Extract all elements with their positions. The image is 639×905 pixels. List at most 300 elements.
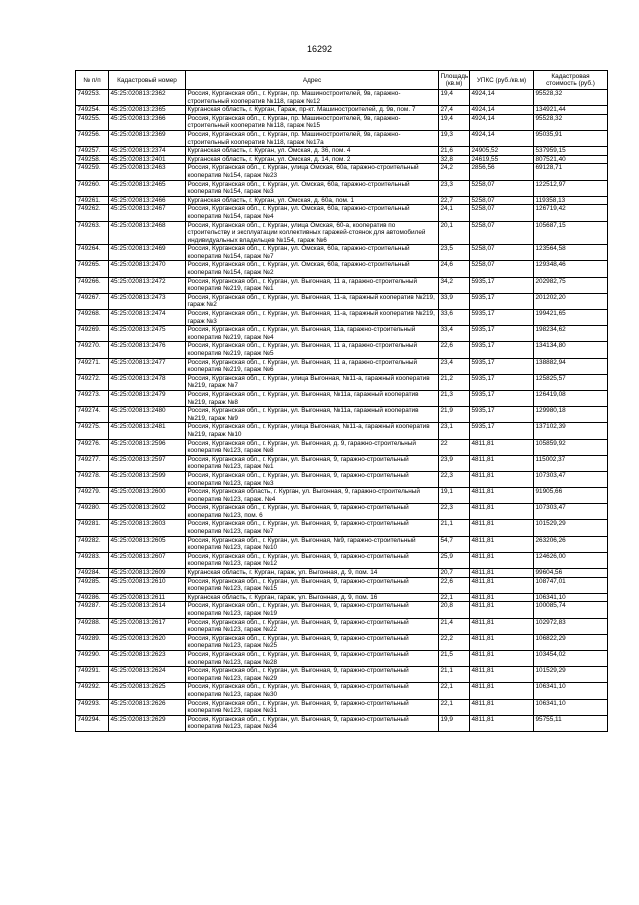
cell-num: 749271. (76, 358, 109, 374)
cell-num: 749264. (76, 245, 109, 261)
cell-cadastral-cost: 91905,66 (534, 488, 608, 504)
cell-num: 749266. (76, 277, 109, 293)
cell-cadastral-cost: 263206,26 (534, 536, 608, 552)
cell-address: Россия, Курганская обл., г. Курган, ул. Выгонная, 11а, гаражно-строительный кооператив №219, гараж №4 (186, 326, 439, 342)
cell-cadastral-cost: 199421,65 (534, 310, 608, 326)
table-row (76, 715, 608, 731)
cell-address: Россия, Курганская обл., г. Курган, ул. Выгонная, 9, гаражно-строительный кооператив №123, гараж №22 (186, 618, 439, 634)
cell-address: Россия, Курганская обл., г. Курган, пр. Машиностроителей, 9в, гаражно-строительный кооператив №118, гараж №15 (186, 114, 439, 130)
cell-num: 749273. (76, 390, 109, 406)
cell-address: Курганская область, г. Курган, ул. Омская, д. 14, пом. 2 (186, 155, 439, 164)
cell-cadastral-cost: 103454,02 (534, 650, 608, 666)
table-row (76, 504, 608, 520)
cell-num: 749293. (76, 699, 109, 715)
cell-upks: 4811,81 (470, 552, 534, 568)
cell-cadastral-number: 45:25:020813:2477 (109, 358, 186, 374)
cell-address: Россия, Курганская обл., г. Курган, пр. Машиностроителей, 9в, гаражно-строительный кооператив №118, гараж №17а (186, 130, 439, 146)
cell-area: 22,6 (439, 342, 470, 358)
cell-area: 23,3 (439, 180, 470, 196)
table-row (76, 699, 608, 715)
cell-address: Россия, Курганская обл., г. Курган, ул. Омская, 60а, гаражно-строительный кооператив №154, гараж №4 (186, 205, 439, 221)
cell-area: 33,4 (439, 326, 470, 342)
table-row (76, 245, 608, 261)
cell-num: 749274. (76, 407, 109, 423)
table-row (76, 577, 608, 593)
cell-area: 32,8 (439, 155, 470, 164)
cell-upks: 4924,14 (470, 90, 534, 106)
cell-cadastral-cost: 134921,44 (534, 106, 608, 115)
cell-num: 749282. (76, 536, 109, 552)
header-num: № п/п (76, 71, 109, 90)
cell-cadastral-number: 45:25:020813:2617 (109, 618, 186, 634)
cell-area: 34,2 (439, 277, 470, 293)
cell-area: 20,8 (439, 602, 470, 618)
cell-upks: 4811,81 (470, 593, 534, 602)
cadastral-table (75, 70, 608, 732)
cell-cadastral-number: 45:25:020813:2624 (109, 667, 186, 683)
cell-area: 24,6 (439, 261, 470, 277)
cell-cadastral-cost: 107303,47 (534, 504, 608, 520)
cell-area: 24,2 (439, 164, 470, 180)
cell-cadastral-number: 45:25:020813:2480 (109, 407, 186, 423)
cell-upks: 2856,56 (470, 164, 534, 180)
cell-num: 749283. (76, 552, 109, 568)
cell-num: 749258. (76, 155, 109, 164)
table-row (76, 552, 608, 568)
cell-num: 749276. (76, 439, 109, 455)
cell-upks: 4811,81 (470, 504, 534, 520)
cell-upks: 5258,07 (470, 261, 534, 277)
table-row (76, 374, 608, 390)
table-row (76, 342, 608, 358)
cell-cadastral-cost: 95528,32 (534, 114, 608, 130)
cell-cadastral-cost: 119358,13 (534, 196, 608, 205)
cell-area: 22,3 (439, 471, 470, 487)
cell-cadastral-number: 45:25:020813:2472 (109, 277, 186, 293)
cell-address: Россия, Курганская обл., г. Курган, ул. Выгонная, 9, гаражно-строительный кооператив №123, пом. 6 (186, 504, 439, 520)
cell-cadastral-number: 45:25:020813:2620 (109, 634, 186, 650)
cell-area: 22,1 (439, 593, 470, 602)
cell-address: Россия, Курганская обл., г. Курган, ул. Выгонная, д. 9, гаражно-строительный кооператив №123, гараж №8 (186, 439, 439, 455)
cell-cadastral-cost: 126419,08 (534, 390, 608, 406)
cell-upks: 5935,17 (470, 293, 534, 309)
table-row (76, 407, 608, 423)
cell-cadastral-cost: 95528,32 (534, 90, 608, 106)
cell-address: Курганская область, г. Курган, гараж, ул. Выгонная, д. 9, пом. 16 (186, 593, 439, 602)
cell-area: 23,4 (439, 358, 470, 374)
cell-upks: 5258,07 (470, 245, 534, 261)
cell-area: 24,1 (439, 205, 470, 221)
cell-address: Курганская область, г. Курган, Гараж, пр-кт. Машиностроителей, д. 9в, пом. 7 (186, 106, 439, 115)
cell-upks: 4811,81 (470, 715, 534, 731)
cell-cadastral-number: 45:25:020813:2467 (109, 205, 186, 221)
cell-cadastral-number: 45:25:020813:2470 (109, 261, 186, 277)
cell-cadastral-cost: 69128,71 (534, 164, 608, 180)
cell-cadastral-number: 45:25:020813:2599 (109, 471, 186, 487)
cell-num: 749262. (76, 205, 109, 221)
table-row (76, 488, 608, 504)
cell-cadastral-cost: 129980,18 (534, 407, 608, 423)
cell-address: Россия, Курганская обл., г. Курган, ул. Выгонная, 9, гаражно-строительный кооператив №123, гараж №34 (186, 715, 439, 731)
cell-area: 19,9 (439, 715, 470, 731)
cell-upks: 5258,07 (470, 221, 534, 245)
cell-upks: 4811,81 (470, 699, 534, 715)
cell-num: 749278. (76, 471, 109, 487)
table-row (76, 106, 608, 115)
cell-num: 749289. (76, 634, 109, 650)
table-row (76, 455, 608, 471)
cell-num: 749254. (76, 106, 109, 115)
cell-address: Россия, Курганская обл., г. Курган, ул. Выгонная, №11а, гаражный кооператив №219, гараж №9 (186, 407, 439, 423)
cell-upks: 4811,81 (470, 520, 534, 536)
cell-area: 33,6 (439, 310, 470, 326)
cell-cadastral-number: 45:25:020813:2597 (109, 455, 186, 471)
cell-cadastral-number: 45:25:020813:2610 (109, 577, 186, 593)
cell-upks: 5258,07 (470, 180, 534, 196)
cell-num: 749270. (76, 342, 109, 358)
cell-upks: 5935,17 (470, 423, 534, 439)
cell-num: 749281. (76, 520, 109, 536)
cell-cadastral-number: 45:25:020813:2468 (109, 221, 186, 245)
cell-address: Курганская область, г. Курган, ул. Омская, д. 60а, пом. 1 (186, 196, 439, 205)
header-cadastral-cost: Кадастровая стоимость (руб.) (534, 71, 608, 90)
cell-area: 20,7 (439, 569, 470, 578)
cell-area: 21,2 (439, 374, 470, 390)
cell-cadastral-number: 45:25:020813:2478 (109, 374, 186, 390)
cell-num: 749265. (76, 261, 109, 277)
cell-address: Россия, Курганская обл., г. Курган, ул. Выгонная, 9, гаражно-строительный кооператив №123, гараж №19 (186, 602, 439, 618)
cell-upks: 4811,81 (470, 602, 534, 618)
cell-cadastral-cost: 201202,20 (534, 293, 608, 309)
cell-cadastral-number: 45:25:020813:2479 (109, 390, 186, 406)
cell-cadastral-number: 45:25:020813:2476 (109, 342, 186, 358)
cell-cadastral-number: 45:25:020813:2629 (109, 715, 186, 731)
header-upks: УПКС (руб./кв.м) (470, 71, 534, 90)
cell-cadastral-cost: 122512,97 (534, 180, 608, 196)
cell-num: 749285. (76, 577, 109, 593)
cell-num: 749292. (76, 683, 109, 699)
table-row (76, 390, 608, 406)
table-row (76, 536, 608, 552)
cell-upks: 4811,81 (470, 667, 534, 683)
cell-num: 749253. (76, 90, 109, 106)
cell-upks: 5935,17 (470, 310, 534, 326)
cell-address: Россия, Курганская обл., г. Курган, ул. Выгонная, 9, гаражно-строительный кооператив №123, гараж №7 (186, 520, 439, 536)
cell-num: 749280. (76, 504, 109, 520)
table-row (76, 602, 608, 618)
cell-num: 749269. (76, 326, 109, 342)
cell-upks: 5935,17 (470, 374, 534, 390)
cell-upks: 4924,14 (470, 114, 534, 130)
cell-area: 22,1 (439, 699, 470, 715)
cell-upks: 4811,81 (470, 634, 534, 650)
cell-address: Россия, Курганская обл., г. Курган, улица Омская, 60а, гаражно-строительный кооператив №154, гараж №23 (186, 164, 439, 180)
cell-area: 19,3 (439, 130, 470, 146)
cell-cadastral-number: 45:25:020813:2603 (109, 520, 186, 536)
cell-num: 749290. (76, 650, 109, 666)
cell-cadastral-cost: 100085,74 (534, 602, 608, 618)
cell-address: Россия, Курганская обл., г. Курган, ул. Омская, 60а, гаражно-строительный кооператив №154, гараж №2 (186, 261, 439, 277)
cell-upks: 4811,81 (470, 471, 534, 487)
cell-area: 22,7 (439, 196, 470, 205)
cell-cadastral-cost: 101529,29 (534, 520, 608, 536)
table-body (76, 90, 608, 732)
cell-area: 21,1 (439, 520, 470, 536)
cell-address: Россия, Курганская обл., г. Курган, ул. Омская, 60а, гаражно-строительный кооператив №154, гараж №3 (186, 180, 439, 196)
cell-area: 19,4 (439, 90, 470, 106)
cell-num: 749256. (76, 130, 109, 146)
cell-area: 22,6 (439, 577, 470, 593)
cell-area: 54,7 (439, 536, 470, 552)
cell-upks: 5935,17 (470, 390, 534, 406)
cell-upks: 4924,14 (470, 130, 534, 146)
cell-upks: 5935,17 (470, 326, 534, 342)
cell-cadastral-number: 45:25:020813:2365 (109, 106, 186, 115)
table-row (76, 130, 608, 146)
cell-cadastral-number: 45:25:020813:2473 (109, 293, 186, 309)
cell-num: 749259. (76, 164, 109, 180)
cell-address: Россия, Курганская обл., г. Курган, ул. Выгонная, 11-а, гаражный кооператив №219, гараж №2 (186, 293, 439, 309)
header-address: Адрес (186, 71, 439, 90)
cell-area: 21,6 (439, 147, 470, 156)
cell-area: 21,3 (439, 390, 470, 406)
cell-cadastral-number: 45:25:020813:2465 (109, 180, 186, 196)
cell-cadastral-number: 45:25:020813:2475 (109, 326, 186, 342)
table-row (76, 593, 608, 602)
cell-num: 749288. (76, 618, 109, 634)
cell-area: 22 (439, 439, 470, 455)
cell-address: Россия, Курганская обл., г. Курган, ул. Выгонная, 9, гаражно-строительный кооператив №123, гараж №28 (186, 650, 439, 666)
cell-cadastral-cost: 202982,75 (534, 277, 608, 293)
table-row (76, 439, 608, 455)
cell-address: Россия, Курганская обл., г. Курган, ул. Выгонная, 9, гаражно-строительный кооператив №123, гараж №30 (186, 683, 439, 699)
cell-area: 22,3 (439, 504, 470, 520)
cell-address: Россия, Курганская обл., г. Курган, ул. Выгонная, 9, гаражно-строительный кооператив №123, гараж №3 (186, 471, 439, 487)
table-header (76, 71, 608, 90)
table-row (76, 180, 608, 196)
cell-cadastral-cost: 123564,58 (534, 245, 608, 261)
table-row (76, 261, 608, 277)
cell-cadastral-cost: 105687,15 (534, 221, 608, 245)
cell-cadastral-cost: 125825,57 (534, 374, 608, 390)
table-row (76, 634, 608, 650)
cell-num: 749255. (76, 114, 109, 130)
cell-cadastral-cost: 129348,46 (534, 261, 608, 277)
table-row (76, 423, 608, 439)
cell-cadastral-cost: 95035,91 (534, 130, 608, 146)
cell-address: Россия, Курганская обл., г. Курган, ул. Выгонная, 9, гаражно-строительный кооператив №123, гараж №25 (186, 634, 439, 650)
cell-num: 749294. (76, 715, 109, 731)
cell-cadastral-cost: 107303,47 (534, 471, 608, 487)
cell-area: 23,9 (439, 455, 470, 471)
cell-cadastral-cost: 138882,94 (534, 358, 608, 374)
cell-upks: 24905,52 (470, 147, 534, 156)
cell-cadastral-cost: 102972,83 (534, 618, 608, 634)
table-row (76, 683, 608, 699)
cell-upks: 4811,81 (470, 683, 534, 699)
cell-cadastral-number: 45:25:020813:2466 (109, 196, 186, 205)
cell-area: 19,4 (439, 114, 470, 130)
cell-upks: 5935,17 (470, 358, 534, 374)
cell-cadastral-number: 45:25:020813:2614 (109, 602, 186, 618)
cell-cadastral-number: 45:25:020813:2474 (109, 310, 186, 326)
cell-cadastral-cost: 126719,42 (534, 205, 608, 221)
table-row (76, 520, 608, 536)
cell-cadastral-cost: 95755,11 (534, 715, 608, 731)
table-row (76, 277, 608, 293)
cell-num: 749284. (76, 569, 109, 578)
cell-address: Россия, Курганская обл., г. Курган, ул. Выгонная, 9, гаражно-строительный кооператив №123, гараж №1 (186, 455, 439, 471)
cell-upks: 5258,07 (470, 205, 534, 221)
table-row (76, 114, 608, 130)
cell-address: Россия, Курганская обл., г. Курган, ул. Выгонная, 9, гаражно-строительный кооператив №123, гараж №15 (186, 577, 439, 593)
cell-address: Россия, Курганская обл., г. Курган, улица Выгонная, №11-а, гаражный кооператив №219, гараж №7 (186, 374, 439, 390)
table-row (76, 569, 608, 578)
cell-address: Россия, Курганская область, г. Курган, ул. Выгонная, 9, гаражно-строительный кооператив №123, гараж. №4 (186, 488, 439, 504)
cell-area: 22,1 (439, 683, 470, 699)
cell-address: Россия, Курганская обл., г. Курган, ул. Выгонная, 9, гаражно-строительный кооператив №123, гараж №31 (186, 699, 439, 715)
cell-address: Россия, Курганская обл., г. Курган, ул. Выгонная, №11а, гаражный кооператив №219, гараж №8 (186, 390, 439, 406)
cell-cadastral-number: 45:25:020813:2611 (109, 593, 186, 602)
cell-cadastral-cost: 108747,01 (534, 577, 608, 593)
cell-cadastral-cost: 537959,15 (534, 147, 608, 156)
cell-cadastral-number: 45:25:020813:2609 (109, 569, 186, 578)
cell-cadastral-cost: 106341,10 (534, 699, 608, 715)
cell-num: 749261. (76, 196, 109, 205)
cell-num: 749260. (76, 180, 109, 196)
cell-area: 23,1 (439, 423, 470, 439)
cell-address: Россия, Курганская обл., г. Курган, улица Омская, 60-а, кооператив по строительству и эксплуатации коллективных гаражей-стоянок для автомобилей индивидуальных владельцев №154, гараж №6 (186, 221, 439, 245)
cell-cadastral-cost: 106341,10 (534, 683, 608, 699)
cell-address: Россия, Курганская обл., г. Курган, ул. Выгонная, 9, гаражно-строительный кооператив №123, гараж №29 (186, 667, 439, 683)
header-cadastral-number: Кадастровый номер (109, 71, 186, 90)
cell-cadastral-number: 45:25:020813:2374 (109, 147, 186, 156)
cell-address: Россия, Курганская обл., г. Курган, ул. Выгонная, 11 а, гаражно-строительный кооператив №219, гараж №5 (186, 342, 439, 358)
table-row (76, 358, 608, 374)
cell-cadastral-number: 45:25:020813:2607 (109, 552, 186, 568)
cell-cadastral-cost: 115002,37 (534, 455, 608, 471)
cell-area: 19,1 (439, 488, 470, 504)
cell-upks: 4811,81 (470, 569, 534, 578)
cell-cadastral-number: 45:25:020813:2469 (109, 245, 186, 261)
cell-cadastral-number: 45:25:020813:2362 (109, 90, 186, 106)
cell-cadastral-cost: 124626,00 (534, 552, 608, 568)
table-row (76, 90, 608, 106)
cell-num: 749272. (76, 374, 109, 390)
table-row (76, 667, 608, 683)
cell-upks: 5935,17 (470, 407, 534, 423)
cell-upks: 5935,17 (470, 342, 534, 358)
header-row (76, 71, 608, 90)
cell-area: 33,9 (439, 293, 470, 309)
cell-address: Россия, Курганская обл., г. Курган, ул. Выгонная, 11-а, гаражный кооператив №219, гараж №3 (186, 310, 439, 326)
table-row (76, 205, 608, 221)
cell-num: 749287. (76, 602, 109, 618)
cell-address: Россия, Курганская обл., г. Курган, пр. Машиностроителей, 9в, гаражно-строительный кооператив №118, гараж №12 (186, 90, 439, 106)
cell-cadastral-number: 45:25:020813:2596 (109, 439, 186, 455)
cell-num: 749257. (76, 147, 109, 156)
cell-area: 21,9 (439, 407, 470, 423)
cell-cadastral-number: 45:25:020813:2481 (109, 423, 186, 439)
cell-cadastral-number: 45:25:020813:2600 (109, 488, 186, 504)
cell-num: 749291. (76, 667, 109, 683)
cell-area: 22,2 (439, 634, 470, 650)
table-row (76, 310, 608, 326)
cell-cadastral-cost: 134134,80 (534, 342, 608, 358)
cell-upks: 4811,81 (470, 536, 534, 552)
cell-num: 749277. (76, 455, 109, 471)
table-row (76, 221, 608, 245)
cell-address: Россия, Курганская обл., г. Курган, ул. Выгонная, №9, гаражно-строительный кооператив №123, гараж №10 (186, 536, 439, 552)
cell-num: 749263. (76, 221, 109, 245)
cell-address: Россия, Курганская обл., г. Курган, ул. Выгонная, 11 а, гаражно-строительный кооператив №219, гараж №6 (186, 358, 439, 374)
table-row (76, 196, 608, 205)
cell-cadastral-number: 45:25:020813:2626 (109, 699, 186, 715)
cell-area: 21,5 (439, 650, 470, 666)
cell-address: Курганская область, г. Курган, гараж, ул. Выгонная, д. 9, пом. 14 (186, 569, 439, 578)
cell-cadastral-number: 45:25:020813:2366 (109, 114, 186, 130)
cell-upks: 4811,81 (470, 455, 534, 471)
cell-upks: 4811,81 (470, 618, 534, 634)
table-row (76, 155, 608, 164)
cell-cadastral-cost: 106341,10 (534, 593, 608, 602)
cell-cadastral-number: 45:25:020813:2463 (109, 164, 186, 180)
cell-cadastral-cost: 101529,29 (534, 667, 608, 683)
cell-cadastral-number: 45:25:020813:2369 (109, 130, 186, 146)
cell-area: 27,4 (439, 106, 470, 115)
cell-upks: 4811,81 (470, 439, 534, 455)
cell-num: 749275. (76, 423, 109, 439)
cell-upks: 5935,17 (470, 277, 534, 293)
cell-address: Россия, Курганская обл., г. Курган, ул. Выгонная, 11 а, гаражно-строительный кооператив №219, гараж №1 (186, 277, 439, 293)
cell-upks: 4811,81 (470, 650, 534, 666)
cell-cadastral-cost: 137102,39 (534, 423, 608, 439)
cell-num: 749267. (76, 293, 109, 309)
cell-cadastral-number: 45:25:020813:2623 (109, 650, 186, 666)
table-row (76, 471, 608, 487)
cell-address: Россия, Курганская обл., г. Курган, ул. Омская, 60а, гаражно-строительный кооператив №154, гараж №7 (186, 245, 439, 261)
cell-upks: 24619,55 (470, 155, 534, 164)
table-row (76, 147, 608, 156)
table-row (76, 650, 608, 666)
cell-area: 25,9 (439, 552, 470, 568)
cell-cadastral-cost: 99604,56 (534, 569, 608, 578)
cell-upks: 5258,07 (470, 196, 534, 205)
cell-area: 23,5 (439, 245, 470, 261)
cell-address: Курганская область, г. Курган, ул. Омская, д. 36, пом. 4 (186, 147, 439, 156)
table-row (76, 293, 608, 309)
cell-area: 20,1 (439, 221, 470, 245)
cell-num: 749268. (76, 310, 109, 326)
cell-num: 749279. (76, 488, 109, 504)
page-number: 16292 (306, 44, 333, 54)
table-row (76, 618, 608, 634)
cell-area: 21,1 (439, 667, 470, 683)
cell-cadastral-number: 45:25:020813:2605 (109, 536, 186, 552)
cell-area: 21,4 (439, 618, 470, 634)
cell-address: Россия, Курганская обл., г. Курган, улица Выгонная, №11-а, гаражный кооператив №219, гараж №10 (186, 423, 439, 439)
header-area: Площадь (кв.м) (439, 71, 470, 90)
cell-upks: 4811,81 (470, 577, 534, 593)
cell-cadastral-cost: 198234,62 (534, 326, 608, 342)
cell-cadastral-number: 45:25:020813:2602 (109, 504, 186, 520)
cell-num: 749286. (76, 593, 109, 602)
cell-cadastral-cost: 105859,92 (534, 439, 608, 455)
cell-address: Россия, Курганская обл., г. Курган, ул. Выгонная, 9, гаражно-строительный кооператив №123, гараж №12 (186, 552, 439, 568)
cell-cadastral-cost: 106822,29 (534, 634, 608, 650)
cell-upks: 4924,14 (470, 106, 534, 115)
table-row (76, 326, 608, 342)
